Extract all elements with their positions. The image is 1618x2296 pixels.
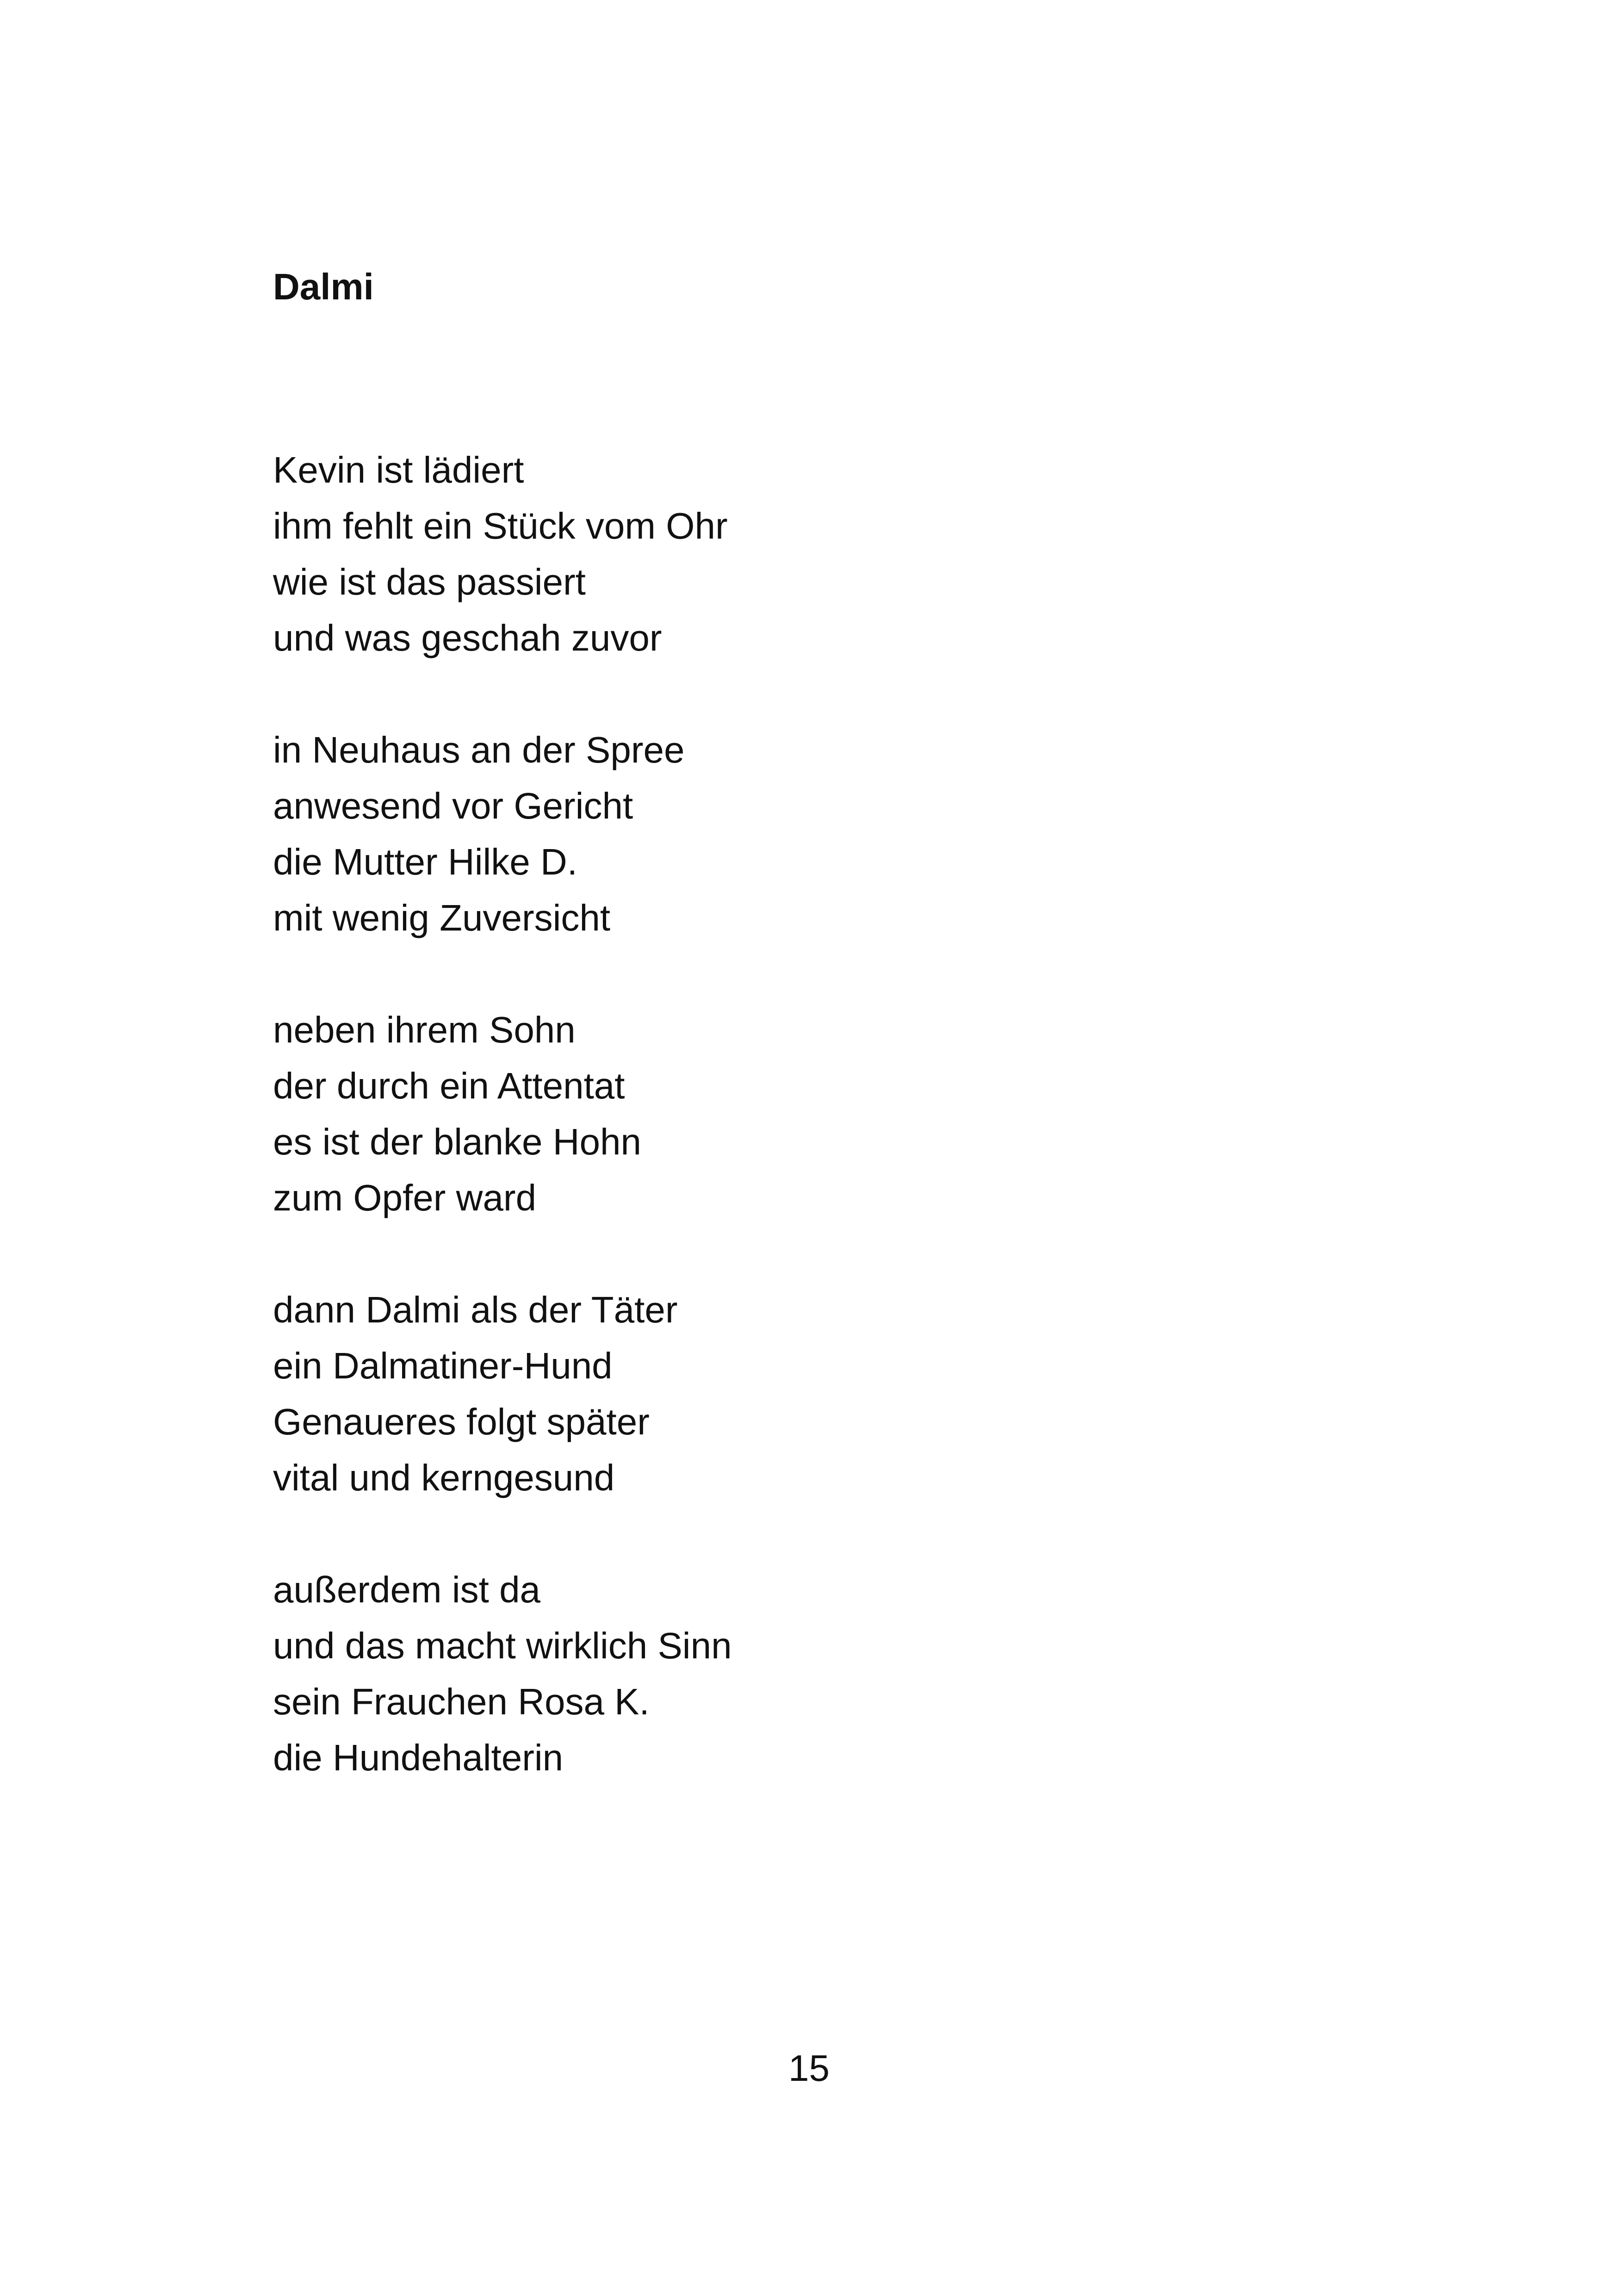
stanza-2	[273, 722, 732, 946]
poem-line: in Neuhaus an der Spree	[273, 729, 685, 770]
poem-line: Genaueres folgt später	[273, 1401, 650, 1442]
poem-line: und was geschah zuvor	[273, 617, 662, 658]
stanza-4	[273, 1282, 732, 1506]
poem-line: anwesend vor Gericht	[273, 785, 633, 826]
poem-line: wie ist das passiert	[273, 561, 586, 602]
poem-line: mit wenig Zuversicht	[273, 897, 611, 938]
stanza-3	[273, 1002, 732, 1226]
poem-title: Dalmi	[273, 266, 374, 307]
stanza-5	[273, 1562, 732, 1786]
poem-line: zum Opfer ward	[273, 1177, 537, 1218]
poem-line: sein Frauchen Rosa K.	[273, 1681, 650, 1722]
poem-line: dann Dalmi als der Täter	[273, 1289, 678, 1330]
poem-line: ein Dalmatiner-Hund	[273, 1345, 613, 1386]
poem-line: außerdem ist da	[273, 1569, 541, 1610]
poem-line: die Mutter Hilke D.	[273, 841, 577, 882]
poem-body	[273, 442, 732, 1842]
poem-line: und das macht wirklich Sinn	[273, 1625, 732, 1666]
poem-line: der durch ein Attentat	[273, 1065, 625, 1106]
poem-line: Kevin ist lädiert	[273, 449, 524, 490]
page-number: 15	[788, 2048, 830, 2089]
poem-line: neben ihrem Sohn	[273, 1009, 576, 1050]
stanza-1	[273, 442, 732, 666]
poem-line: es ist der blanke Hohn	[273, 1121, 642, 1162]
poem-line: vital und kerngesund	[273, 1457, 615, 1498]
poem-line: ihm fehlt ein Stück vom Ohr	[273, 505, 728, 546]
poem-line: die Hundehalterin	[273, 1737, 564, 1778]
